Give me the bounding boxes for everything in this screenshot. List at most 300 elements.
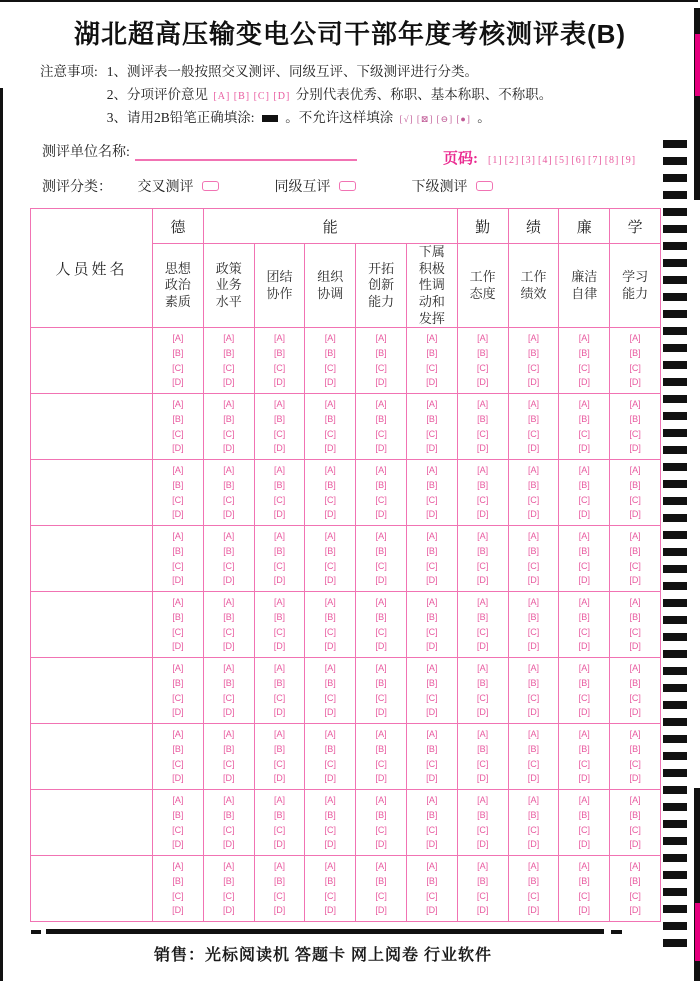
option-bubble[interactable]: [D] xyxy=(578,377,591,388)
option-bubble[interactable]: [A] xyxy=(578,596,590,607)
option-bubble[interactable]: [A] xyxy=(273,332,285,343)
option-bubble[interactable]: [A] xyxy=(324,332,336,343)
option-bubble[interactable]: [C] xyxy=(527,758,540,769)
option-bubble[interactable]: [C] xyxy=(629,494,641,505)
option-bubble[interactable]: [B] xyxy=(324,743,336,754)
option-bubble[interactable]: [B] xyxy=(324,809,336,820)
option-bubble[interactable]: [A] xyxy=(375,332,387,343)
name-cell[interactable] xyxy=(31,856,153,922)
option-bubble[interactable]: [B] xyxy=(375,413,387,424)
option-bubble[interactable]: [C] xyxy=(273,890,286,901)
option-bubble[interactable]: [C] xyxy=(629,692,641,703)
option-bubble[interactable]: [B] xyxy=(477,413,489,424)
option-bubble[interactable]: [A] xyxy=(172,398,184,409)
option-bubble[interactable]: [B] xyxy=(273,413,285,424)
option-bubble[interactable]: [C] xyxy=(273,428,286,439)
option-bubble[interactable]: [A] xyxy=(426,398,438,409)
option-bubble[interactable]: [B] xyxy=(172,545,184,556)
option-bubble[interactable]: [D] xyxy=(476,575,489,586)
option-bubble[interactable]: [A] xyxy=(375,398,387,409)
option-bubble[interactable]: [B] xyxy=(324,479,336,490)
option-bubble[interactable]: [C] xyxy=(273,758,286,769)
option-bubble[interactable]: [B] xyxy=(273,347,285,358)
option-bubble[interactable]: [C] xyxy=(222,560,235,571)
option-bubble[interactable]: [D] xyxy=(426,377,438,388)
option-bubble[interactable]: [C] xyxy=(324,758,337,769)
option-bubble[interactable]: [C] xyxy=(426,362,438,373)
option-bubble[interactable]: [A] xyxy=(578,332,590,343)
option-bubble[interactable]: [D] xyxy=(273,377,286,388)
option-bubble[interactable]: [B] xyxy=(629,479,641,490)
option-bubble[interactable]: [A] xyxy=(527,596,539,607)
option-bubble[interactable]: [C] xyxy=(527,494,540,505)
option-bubble[interactable]: [B] xyxy=(324,677,336,688)
option-bubble[interactable]: [D] xyxy=(324,575,337,586)
option-bubble[interactable]: [C] xyxy=(527,560,540,571)
option-bubble[interactable]: [D] xyxy=(324,773,337,784)
option-bubble[interactable]: [A] xyxy=(426,662,438,673)
option-bubble[interactable]: [C] xyxy=(273,362,286,373)
option-bubble[interactable]: [C] xyxy=(426,692,438,703)
option-bubble[interactable]: [D] xyxy=(172,443,184,454)
option-bubble[interactable]: [A] xyxy=(324,794,336,805)
option-bubble[interactable]: [D] xyxy=(426,707,438,718)
name-cell[interactable] xyxy=(31,592,153,658)
option-bubble[interactable]: [A] xyxy=(578,728,590,739)
option-bubble[interactable]: [D] xyxy=(629,641,641,652)
option-bubble[interactable]: [C] xyxy=(476,428,489,439)
option-bubble[interactable]: [B] xyxy=(578,347,590,358)
page-number-option[interactable]: [4] xyxy=(538,155,553,166)
option-bubble[interactable]: [D] xyxy=(273,839,286,850)
option-bubble[interactable]: [D] xyxy=(324,377,337,388)
option-bubble[interactable]: [C] xyxy=(222,362,235,373)
option-bubble[interactable]: [C] xyxy=(324,692,337,703)
option-bubble[interactable]: [B] xyxy=(223,611,235,622)
option-bubble[interactable]: [A] xyxy=(223,596,235,607)
option-bubble[interactable]: [A] xyxy=(172,794,184,805)
option-bubble[interactable]: [D] xyxy=(375,509,387,520)
option-bubble[interactable]: [D] xyxy=(527,707,540,718)
option-bubble[interactable]: [B] xyxy=(273,545,285,556)
option-bubble[interactable]: [B] xyxy=(477,743,489,754)
page-number-option[interactable]: [5] xyxy=(554,155,570,166)
option-bubble[interactable]: [A] xyxy=(477,464,489,475)
option-bubble[interactable]: [D] xyxy=(426,575,438,586)
unit-name-field[interactable] xyxy=(135,144,357,161)
option-bubble[interactable]: [C] xyxy=(324,626,337,637)
name-cell[interactable] xyxy=(31,658,153,724)
option-bubble[interactable]: [C] xyxy=(578,362,591,373)
classification-checkbox[interactable] xyxy=(202,181,219,191)
option-bubble[interactable]: [B] xyxy=(172,611,184,622)
option-bubble[interactable]: [D] xyxy=(222,905,235,916)
option-bubble[interactable]: [B] xyxy=(527,677,539,688)
option-bubble[interactable]: [A] xyxy=(527,860,539,871)
option-bubble[interactable]: [C] xyxy=(578,560,591,571)
option-bubble[interactable]: [B] xyxy=(375,743,387,754)
option-bubble[interactable]: [C] xyxy=(375,824,387,835)
page-number-option[interactable]: [3] xyxy=(521,155,537,166)
option-bubble[interactable]: [B] xyxy=(273,479,285,490)
option-bubble[interactable]: [C] xyxy=(578,824,591,835)
option-bubble[interactable]: [B] xyxy=(426,677,438,688)
option-bubble[interactable]: [B] xyxy=(375,677,387,688)
option-bubble[interactable]: [B] xyxy=(223,545,235,556)
option-bubble[interactable]: [D] xyxy=(426,773,438,784)
option-bubble[interactable]: [D] xyxy=(273,707,286,718)
option-bubble[interactable]: [D] xyxy=(527,509,540,520)
option-bubble[interactable]: [A] xyxy=(375,662,387,673)
option-bubble[interactable]: [D] xyxy=(172,773,184,784)
option-bubble[interactable]: [C] xyxy=(426,626,438,637)
option-bubble[interactable]: [D] xyxy=(172,905,184,916)
option-bubble[interactable]: [D] xyxy=(476,443,489,454)
option-bubble[interactable]: [B] xyxy=(578,743,590,754)
option-bubble[interactable]: [B] xyxy=(375,875,387,886)
option-bubble[interactable]: [C] xyxy=(172,428,184,439)
option-bubble[interactable]: [C] xyxy=(172,626,184,637)
option-bubble[interactable]: [A] xyxy=(172,332,184,343)
option-bubble[interactable]: [A] xyxy=(223,794,235,805)
option-bubble[interactable]: [B] xyxy=(223,347,235,358)
option-bubble[interactable]: [B] xyxy=(629,743,641,754)
page-number-option[interactable]: [7] xyxy=(588,155,603,166)
option-bubble[interactable]: [A] xyxy=(477,794,489,805)
option-bubble[interactable]: [D] xyxy=(629,575,641,586)
option-bubble[interactable]: [A] xyxy=(527,464,539,475)
option-bubble[interactable]: [B] xyxy=(629,545,641,556)
option-bubble[interactable]: [A] xyxy=(527,398,539,409)
option-bubble[interactable]: [A] xyxy=(426,728,438,739)
option-bubble[interactable]: [D] xyxy=(476,905,489,916)
option-bubble[interactable]: [D] xyxy=(324,641,337,652)
option-bubble[interactable]: [A] xyxy=(324,530,336,541)
option-bubble[interactable]: [D] xyxy=(273,641,286,652)
option-bubble[interactable]: [A] xyxy=(172,530,184,541)
option-bubble[interactable]: [D] xyxy=(629,509,641,520)
option-bubble[interactable]: [A] xyxy=(172,728,184,739)
option-bubble[interactable]: [D] xyxy=(629,839,641,850)
option-bubble[interactable]: [D] xyxy=(578,443,591,454)
option-bubble[interactable]: [D] xyxy=(375,905,387,916)
option-bubble[interactable]: [C] xyxy=(426,560,438,571)
option-bubble[interactable]: [D] xyxy=(629,905,641,916)
option-bubble[interactable]: [C] xyxy=(476,758,489,769)
option-bubble[interactable]: [D] xyxy=(476,839,489,850)
option-bubble[interactable]: [C] xyxy=(629,560,641,571)
option-bubble[interactable]: [D] xyxy=(324,707,337,718)
option-bubble[interactable]: [B] xyxy=(426,809,438,820)
option-bubble[interactable]: [A] xyxy=(629,728,641,739)
page-number-option[interactable]: [8] xyxy=(604,155,620,166)
option-bubble[interactable]: [D] xyxy=(222,641,235,652)
option-bubble[interactable]: [C] xyxy=(476,362,489,373)
option-bubble[interactable]: [C] xyxy=(629,890,641,901)
option-bubble[interactable]: [D] xyxy=(426,509,438,520)
option-bubble[interactable]: [A] xyxy=(273,794,285,805)
option-bubble[interactable]: [B] xyxy=(629,809,641,820)
option-bubble[interactable]: [A] xyxy=(426,464,438,475)
option-bubble[interactable]: [A] xyxy=(477,596,489,607)
option-bubble[interactable]: [B] xyxy=(426,545,438,556)
option-bubble[interactable]: [B] xyxy=(375,611,387,622)
option-bubble[interactable]: [A] xyxy=(273,728,285,739)
option-bubble[interactable]: [D] xyxy=(629,443,641,454)
option-bubble[interactable]: [C] xyxy=(527,890,540,901)
option-bubble[interactable]: [A] xyxy=(426,860,438,871)
option-bubble[interactable]: [B] xyxy=(223,413,235,424)
name-cell[interactable] xyxy=(31,328,153,394)
option-bubble[interactable]: [B] xyxy=(578,875,590,886)
classification-checkbox[interactable] xyxy=(476,181,493,191)
option-bubble[interactable]: [B] xyxy=(578,809,590,820)
option-bubble[interactable]: [C] xyxy=(273,824,286,835)
option-bubble[interactable]: [C] xyxy=(476,890,489,901)
option-bubble[interactable]: [B] xyxy=(477,611,489,622)
option-bubble[interactable]: [B] xyxy=(273,875,285,886)
option-bubble[interactable]: [D] xyxy=(375,839,387,850)
option-bubble[interactable]: [D] xyxy=(222,773,235,784)
option-bubble[interactable]: [C] xyxy=(426,494,438,505)
option-bubble[interactable]: [D] xyxy=(172,509,184,520)
option-bubble[interactable]: [B] xyxy=(172,479,184,490)
option-bubble[interactable]: [C] xyxy=(629,362,641,373)
option-bubble[interactable]: [B] xyxy=(477,479,489,490)
option-bubble[interactable]: [C] xyxy=(578,890,591,901)
option-bubble[interactable]: [A] xyxy=(629,530,641,541)
option-bubble[interactable]: [B] xyxy=(273,677,285,688)
option-bubble[interactable]: [D] xyxy=(578,773,591,784)
option-bubble[interactable]: [C] xyxy=(527,824,540,835)
option-bubble[interactable]: [D] xyxy=(578,707,591,718)
option-bubble[interactable]: [D] xyxy=(527,839,540,850)
option-bubble[interactable]: [D] xyxy=(222,443,235,454)
option-bubble[interactable]: [C] xyxy=(629,626,641,637)
page-number-option[interactable]: [1] xyxy=(488,155,503,166)
option-bubble[interactable]: [B] xyxy=(578,611,590,622)
option-bubble[interactable]: [C] xyxy=(273,494,286,505)
option-bubble[interactable]: [B] xyxy=(477,677,489,688)
option-bubble[interactable]: [D] xyxy=(629,707,641,718)
option-bubble[interactable]: [A] xyxy=(629,662,641,673)
option-bubble[interactable]: [C] xyxy=(222,626,235,637)
option-bubble[interactable]: [D] xyxy=(324,905,337,916)
option-bubble[interactable]: [A] xyxy=(629,464,641,475)
option-bubble[interactable]: [A] xyxy=(426,332,438,343)
option-bubble[interactable]: [C] xyxy=(578,428,591,439)
option-bubble[interactable]: [C] xyxy=(527,428,540,439)
option-bubble[interactable]: [B] xyxy=(527,479,539,490)
option-bubble[interactable]: [A] xyxy=(477,728,489,739)
option-bubble[interactable]: [C] xyxy=(172,692,184,703)
option-bubble[interactable]: [D] xyxy=(172,707,184,718)
option-bubble[interactable]: [A] xyxy=(223,662,235,673)
option-bubble[interactable]: [C] xyxy=(222,428,235,439)
option-bubble[interactable]: [D] xyxy=(476,377,489,388)
option-bubble[interactable]: [B] xyxy=(223,479,235,490)
name-cell[interactable] xyxy=(31,526,153,592)
option-bubble[interactable]: [B] xyxy=(324,545,336,556)
option-bubble[interactable]: [C] xyxy=(273,626,286,637)
option-bubble[interactable]: [D] xyxy=(375,707,387,718)
option-bubble[interactable]: [A] xyxy=(324,728,336,739)
option-bubble[interactable]: [B] xyxy=(629,347,641,358)
option-bubble[interactable]: [D] xyxy=(629,377,641,388)
option-bubble[interactable]: [B] xyxy=(426,875,438,886)
option-bubble[interactable]: [B] xyxy=(629,611,641,622)
option-bubble[interactable]: [B] xyxy=(527,545,539,556)
option-bubble[interactable]: [D] xyxy=(476,509,489,520)
option-bubble[interactable]: [B] xyxy=(375,545,387,556)
option-bubble[interactable]: [D] xyxy=(527,377,540,388)
option-bubble[interactable]: [A] xyxy=(273,464,285,475)
option-bubble[interactable]: [A] xyxy=(172,662,184,673)
option-bubble[interactable]: [D] xyxy=(324,443,337,454)
option-bubble[interactable]: [D] xyxy=(222,575,235,586)
option-bubble[interactable]: [D] xyxy=(426,641,438,652)
option-bubble[interactable]: [D] xyxy=(222,377,235,388)
option-bubble[interactable]: [A] xyxy=(273,860,285,871)
option-bubble[interactable]: [B] xyxy=(223,875,235,886)
option-bubble[interactable]: [A] xyxy=(477,332,489,343)
option-bubble[interactable]: [C] xyxy=(375,428,387,439)
option-bubble[interactable]: [C] xyxy=(629,428,641,439)
option-bubble[interactable]: [B] xyxy=(477,809,489,820)
option-bubble[interactable]: [C] xyxy=(172,890,184,901)
classification-checkbox[interactable] xyxy=(339,181,356,191)
option-bubble[interactable]: [D] xyxy=(375,443,387,454)
option-bubble[interactable]: [B] xyxy=(527,347,539,358)
option-bubble[interactable]: [D] xyxy=(324,509,337,520)
option-bubble[interactable]: [C] xyxy=(375,494,387,505)
option-bubble[interactable]: [D] xyxy=(426,905,438,916)
option-bubble[interactable]: [C] xyxy=(172,362,184,373)
option-bubble[interactable]: [A] xyxy=(223,464,235,475)
option-bubble[interactable]: [B] xyxy=(172,347,184,358)
option-bubble[interactable]: [C] xyxy=(578,626,591,637)
option-bubble[interactable]: [D] xyxy=(527,773,540,784)
name-cell[interactable] xyxy=(31,724,153,790)
option-bubble[interactable]: [A] xyxy=(578,530,590,541)
option-bubble[interactable]: [C] xyxy=(426,890,438,901)
option-bubble[interactable]: [B] xyxy=(223,809,235,820)
option-bubble[interactable]: [C] xyxy=(375,626,387,637)
option-bubble[interactable]: [D] xyxy=(375,641,387,652)
option-bubble[interactable]: [C] xyxy=(324,428,337,439)
option-bubble[interactable]: [B] xyxy=(477,875,489,886)
option-bubble[interactable]: [A] xyxy=(223,530,235,541)
name-cell[interactable] xyxy=(31,460,153,526)
option-bubble[interactable]: [C] xyxy=(527,362,540,373)
option-bubble[interactable]: [D] xyxy=(375,773,387,784)
option-bubble[interactable]: [B] xyxy=(172,743,184,754)
option-bubble[interactable]: [A] xyxy=(426,530,438,541)
option-bubble[interactable]: [B] xyxy=(426,611,438,622)
page-number-option[interactable]: [9] xyxy=(621,155,637,166)
option-bubble[interactable]: [C] xyxy=(172,758,184,769)
option-bubble[interactable]: [C] xyxy=(324,824,337,835)
option-bubble[interactable]: [A] xyxy=(527,332,539,343)
option-bubble[interactable]: [A] xyxy=(273,398,285,409)
option-bubble[interactable]: [A] xyxy=(477,398,489,409)
option-bubble[interactable]: [A] xyxy=(223,398,235,409)
option-bubble[interactable]: [D] xyxy=(527,641,540,652)
name-cell[interactable] xyxy=(31,394,153,460)
option-bubble[interactable]: [B] xyxy=(273,809,285,820)
option-bubble[interactable]: [D] xyxy=(375,377,387,388)
option-bubble[interactable]: [D] xyxy=(578,575,591,586)
option-bubble[interactable]: [C] xyxy=(476,824,489,835)
option-bubble[interactable]: [A] xyxy=(172,860,184,871)
option-bubble[interactable]: [D] xyxy=(527,575,540,586)
option-bubble[interactable]: [C] xyxy=(527,692,540,703)
option-bubble[interactable]: [C] xyxy=(629,824,641,835)
option-bubble[interactable]: [B] xyxy=(578,545,590,556)
option-bubble[interactable]: [C] xyxy=(324,560,337,571)
option-bubble[interactable]: [D] xyxy=(222,839,235,850)
option-bubble[interactable]: [A] xyxy=(223,728,235,739)
option-bubble[interactable]: [B] xyxy=(375,347,387,358)
option-bubble[interactable]: [A] xyxy=(375,860,387,871)
option-bubble[interactable]: [C] xyxy=(324,494,337,505)
option-bubble[interactable]: [A] xyxy=(629,794,641,805)
option-bubble[interactable]: [D] xyxy=(273,443,286,454)
option-bubble[interactable]: [B] xyxy=(527,743,539,754)
option-bubble[interactable]: [B] xyxy=(629,413,641,424)
option-bubble[interactable]: [C] xyxy=(172,560,184,571)
option-bubble[interactable]: [A] xyxy=(375,596,387,607)
option-bubble[interactable]: [D] xyxy=(222,707,235,718)
option-bubble[interactable]: [C] xyxy=(273,560,286,571)
option-bubble[interactable]: [C] xyxy=(375,362,387,373)
option-bubble[interactable]: [B] xyxy=(273,611,285,622)
option-bubble[interactable]: [A] xyxy=(172,464,184,475)
option-bubble[interactable]: [C] xyxy=(273,692,286,703)
option-bubble[interactable]: [C] xyxy=(375,692,387,703)
option-bubble[interactable]: [C] xyxy=(324,362,337,373)
option-bubble[interactable]: [B] xyxy=(172,413,184,424)
option-bubble[interactable]: [B] xyxy=(375,809,387,820)
option-bubble[interactable]: [A] xyxy=(477,530,489,541)
option-bubble[interactable]: [A] xyxy=(375,464,387,475)
option-bubble[interactable]: [C] xyxy=(629,758,641,769)
option-bubble[interactable]: [B] xyxy=(578,479,590,490)
option-bubble[interactable]: [B] xyxy=(527,611,539,622)
option-bubble[interactable]: [A] xyxy=(375,530,387,541)
option-bubble[interactable]: [A] xyxy=(324,398,336,409)
option-bubble[interactable]: [C] xyxy=(375,890,387,901)
option-bubble[interactable]: [C] xyxy=(222,824,235,835)
option-bubble[interactable]: [C] xyxy=(222,692,235,703)
option-bubble[interactable]: [A] xyxy=(324,464,336,475)
option-bubble[interactable]: [B] xyxy=(477,545,489,556)
option-bubble[interactable]: [A] xyxy=(578,794,590,805)
option-bubble[interactable]: [D] xyxy=(222,509,235,520)
option-bubble[interactable]: [B] xyxy=(324,347,336,358)
option-bubble[interactable]: [A] xyxy=(527,530,539,541)
option-bubble[interactable]: [A] xyxy=(578,662,590,673)
option-bubble[interactable]: [A] xyxy=(223,332,235,343)
option-bubble[interactable]: [A] xyxy=(426,794,438,805)
option-bubble[interactable]: [A] xyxy=(375,794,387,805)
option-bubble[interactable]: [D] xyxy=(172,575,184,586)
option-bubble[interactable]: [B] xyxy=(324,875,336,886)
option-bubble[interactable]: [B] xyxy=(375,479,387,490)
option-bubble[interactable]: [D] xyxy=(324,839,337,850)
option-bubble[interactable]: [D] xyxy=(172,641,184,652)
option-bubble[interactable]: [C] xyxy=(426,758,438,769)
